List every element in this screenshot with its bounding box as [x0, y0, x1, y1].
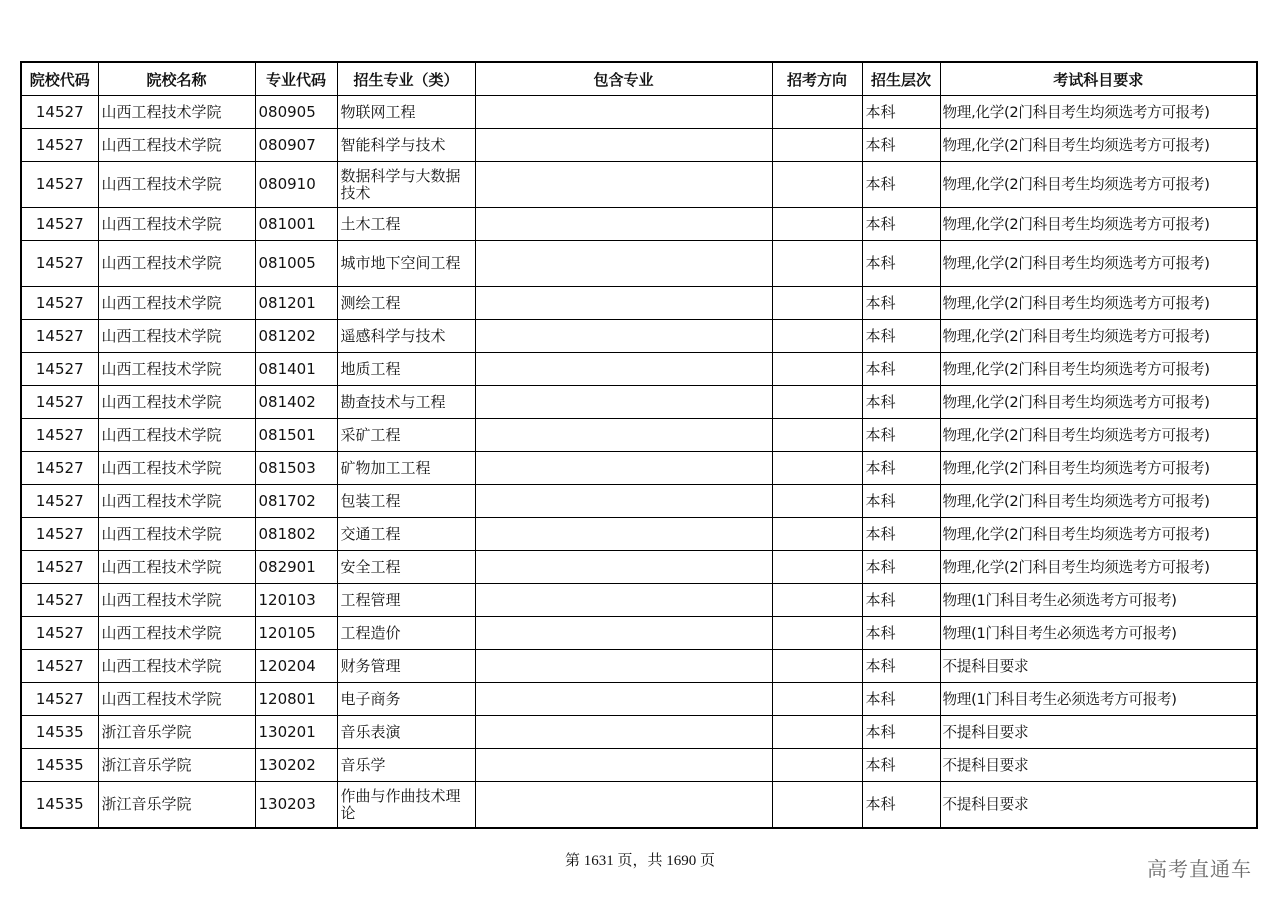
table-row [21, 749, 1257, 782]
cell-level: 本科 [862, 419, 940, 452]
cell-includes [475, 650, 772, 683]
cell-major: 音乐学 [337, 749, 475, 782]
cell-major: 工程管理 [337, 584, 475, 617]
cell-level: 本科 [862, 208, 940, 241]
cell-requirement: 物理,化学(2门科目考生均须选考方可报考) [940, 419, 1257, 452]
cell-school-code: 14535 [21, 782, 98, 829]
cell-major-code: 081802 [255, 518, 337, 551]
table-row [21, 320, 1257, 353]
cell-major-code: 081201 [255, 287, 337, 320]
cell-requirement: 物理,化学(2门科目考生均须选考方可报考) [940, 386, 1257, 419]
cell-direction [772, 683, 862, 716]
cell-direction [772, 716, 862, 749]
cell-major-code: 082901 [255, 551, 337, 584]
cell-level: 本科 [862, 241, 940, 287]
table-row [21, 241, 1257, 287]
cell-includes [475, 320, 772, 353]
cell-school-name: 山西工程技术学院 [98, 208, 255, 241]
cell-school-name: 山西工程技术学院 [98, 650, 255, 683]
cell-major-code: 081005 [255, 241, 337, 287]
cell-school-name: 山西工程技术学院 [98, 353, 255, 386]
cell-level: 本科 [862, 162, 940, 208]
cell-school-code: 14527 [21, 241, 98, 287]
cell-school-code: 14527 [21, 287, 98, 320]
cell-school-code: 14527 [21, 96, 98, 129]
cell-level: 本科 [862, 650, 940, 683]
cell-school-name: 浙江音乐学院 [98, 716, 255, 749]
header-major-code: 专业代码 [255, 62, 337, 96]
table-row [21, 353, 1257, 386]
cell-requirement: 物理,化学(2门科目考生均须选考方可报考) [940, 208, 1257, 241]
table-row [21, 485, 1257, 518]
cell-school-name: 山西工程技术学院 [98, 320, 255, 353]
cell-major-code: 120103 [255, 584, 337, 617]
cell-direction [772, 749, 862, 782]
cell-major-code: 081402 [255, 386, 337, 419]
cell-major: 矿物加工工程 [337, 452, 475, 485]
cell-school-name: 山西工程技术学院 [98, 551, 255, 584]
cell-level: 本科 [862, 452, 940, 485]
cell-includes [475, 353, 772, 386]
cell-requirement: 物理(1门科目考生必须选考方可报考) [940, 584, 1257, 617]
cell-major-code: 081503 [255, 452, 337, 485]
cell-requirement: 物理,化学(2门科目考生均须选考方可报考) [940, 96, 1257, 129]
cell-major-code: 130203 [255, 782, 337, 829]
cell-level: 本科 [862, 353, 940, 386]
header-school-code: 院校代码 [21, 62, 98, 96]
cell-major: 交通工程 [337, 518, 475, 551]
table-row [21, 129, 1257, 162]
header-direction: 招考方向 [772, 62, 862, 96]
cell-direction [772, 320, 862, 353]
cell-requirement: 物理,化学(2门科目考生均须选考方可报考) [940, 162, 1257, 208]
table-row [21, 208, 1257, 241]
cell-requirement: 物理,化学(2门科目考生均须选考方可报考) [940, 320, 1257, 353]
cell-school-name: 山西工程技术学院 [98, 129, 255, 162]
header-row [21, 62, 1257, 96]
cell-school-code: 14527 [21, 683, 98, 716]
cell-major-code: 081501 [255, 419, 337, 452]
cell-major: 作曲与作曲技术理论 [337, 782, 475, 829]
cell-major: 音乐表演 [337, 716, 475, 749]
cell-requirement: 物理,化学(2门科目考生均须选考方可报考) [940, 518, 1257, 551]
cell-major-code: 081001 [255, 208, 337, 241]
cell-includes [475, 96, 772, 129]
cell-requirement: 不提科目要求 [940, 650, 1257, 683]
cell-major-code: 130202 [255, 749, 337, 782]
cell-direction [772, 551, 862, 584]
cell-school-name: 山西工程技术学院 [98, 96, 255, 129]
cell-major-code: 080905 [255, 96, 337, 129]
cell-direction [772, 353, 862, 386]
cell-requirement: 物理,化学(2门科目考生均须选考方可报考) [940, 241, 1257, 287]
cell-requirement: 物理,化学(2门科目考生均须选考方可报考) [940, 129, 1257, 162]
table-row [21, 683, 1257, 716]
table-row [21, 716, 1257, 749]
cell-direction [772, 782, 862, 829]
page-number: 第 1631 页，共 1690 页 [564, 853, 715, 869]
cell-direction [772, 419, 862, 452]
table-row [21, 162, 1257, 208]
table-row [21, 617, 1257, 650]
cell-major: 数据科学与大数据技术 [337, 162, 475, 208]
watermark-logo: 高考直通车 [1147, 857, 1252, 881]
cell-level: 本科 [862, 749, 940, 782]
header-major: 招生专业（类） [337, 62, 475, 96]
cell-level: 本科 [862, 129, 940, 162]
table-row [21, 782, 1257, 829]
table-row [21, 287, 1257, 320]
table-row [21, 518, 1257, 551]
cell-level: 本科 [862, 782, 940, 829]
cell-school-code: 14527 [21, 617, 98, 650]
cell-includes [475, 617, 772, 650]
cell-requirement: 物理,化学(2门科目考生均须选考方可报考) [940, 551, 1257, 584]
cell-level: 本科 [862, 386, 940, 419]
table-row [21, 650, 1257, 683]
cell-major: 包装工程 [337, 485, 475, 518]
cell-requirement: 物理,化学(2门科目考生均须选考方可报考) [940, 287, 1257, 320]
cell-school-code: 14527 [21, 518, 98, 551]
cell-requirement: 物理(1门科目考生必须选考方可报考) [940, 617, 1257, 650]
cell-level: 本科 [862, 320, 940, 353]
cell-school-name: 浙江音乐学院 [98, 782, 255, 829]
cell-major: 智能科学与技术 [337, 129, 475, 162]
cell-major: 测绘工程 [337, 287, 475, 320]
cell-direction [772, 452, 862, 485]
cell-school-code: 14527 [21, 650, 98, 683]
cell-requirement: 不提科目要求 [940, 716, 1257, 749]
cell-major-code: 081202 [255, 320, 337, 353]
table-row [21, 452, 1257, 485]
cell-includes [475, 386, 772, 419]
cell-includes [475, 485, 772, 518]
cell-includes [475, 584, 772, 617]
cell-level: 本科 [862, 584, 940, 617]
cell-direction [772, 650, 862, 683]
cell-school-code: 14527 [21, 129, 98, 162]
cell-school-name: 山西工程技术学院 [98, 386, 255, 419]
cell-level: 本科 [862, 716, 940, 749]
cell-direction [772, 129, 862, 162]
cell-requirement: 物理,化学(2门科目考生均须选考方可报考) [940, 353, 1257, 386]
cell-direction [772, 386, 862, 419]
admissions-table [20, 61, 1258, 829]
cell-includes [475, 716, 772, 749]
cell-school-code: 14527 [21, 452, 98, 485]
cell-major-code: 130201 [255, 716, 337, 749]
cell-major: 城市地下空间工程 [337, 241, 475, 287]
cell-direction [772, 518, 862, 551]
cell-major: 安全工程 [337, 551, 475, 584]
cell-includes [475, 241, 772, 287]
cell-school-name: 山西工程技术学院 [98, 683, 255, 716]
table-row [21, 419, 1257, 452]
cell-major: 电子商务 [337, 683, 475, 716]
cell-major-code: 080910 [255, 162, 337, 208]
cell-includes [475, 518, 772, 551]
cell-direction [772, 584, 862, 617]
header-school-name: 院校名称 [98, 62, 255, 96]
cell-level: 本科 [862, 617, 940, 650]
cell-level: 本科 [862, 485, 940, 518]
cell-direction [772, 287, 862, 320]
cell-school-code: 14527 [21, 485, 98, 518]
cell-includes [475, 419, 772, 452]
cell-major-code: 120204 [255, 650, 337, 683]
cell-major-code: 120105 [255, 617, 337, 650]
cell-direction [772, 241, 862, 287]
cell-includes [475, 208, 772, 241]
cell-requirement: 不提科目要求 [940, 782, 1257, 829]
header-level: 招生层次 [862, 62, 940, 96]
cell-requirement: 不提科目要求 [940, 749, 1257, 782]
cell-school-name: 山西工程技术学院 [98, 419, 255, 452]
header-requirement: 考试科目要求 [940, 62, 1257, 96]
cell-school-name: 山西工程技术学院 [98, 584, 255, 617]
cell-includes [475, 551, 772, 584]
cell-major: 遥感科学与技术 [337, 320, 475, 353]
cell-school-name: 浙江音乐学院 [98, 749, 255, 782]
table-row [21, 386, 1257, 419]
cell-school-code: 14527 [21, 320, 98, 353]
cell-level: 本科 [862, 683, 940, 716]
cell-school-name: 山西工程技术学院 [98, 452, 255, 485]
cell-includes [475, 287, 772, 320]
cell-school-code: 14527 [21, 551, 98, 584]
table-row [21, 584, 1257, 617]
cell-major: 土木工程 [337, 208, 475, 241]
cell-school-name: 山西工程技术学院 [98, 162, 255, 208]
cell-major-code: 120801 [255, 683, 337, 716]
cell-school-code: 14527 [21, 584, 98, 617]
cell-requirement: 物理(1门科目考生必须选考方可报考) [940, 683, 1257, 716]
cell-includes [475, 129, 772, 162]
cell-direction [772, 208, 862, 241]
cell-includes [475, 162, 772, 208]
cell-school-code: 14527 [21, 419, 98, 452]
cell-school-code: 14527 [21, 353, 98, 386]
cell-includes [475, 782, 772, 829]
cell-major-code: 080907 [255, 129, 337, 162]
cell-level: 本科 [862, 96, 940, 129]
cell-direction [772, 485, 862, 518]
cell-school-name: 山西工程技术学院 [98, 287, 255, 320]
cell-requirement: 物理,化学(2门科目考生均须选考方可报考) [940, 485, 1257, 518]
cell-includes [475, 749, 772, 782]
cell-school-code: 14527 [21, 386, 98, 419]
cell-requirement: 物理,化学(2门科目考生均须选考方可报考) [940, 452, 1257, 485]
cell-major: 财务管理 [337, 650, 475, 683]
cell-major: 物联网工程 [337, 96, 475, 129]
cell-school-name: 山西工程技术学院 [98, 485, 255, 518]
cell-level: 本科 [862, 518, 940, 551]
cell-level: 本科 [862, 287, 940, 320]
cell-school-code: 14527 [21, 162, 98, 208]
cell-direction [772, 617, 862, 650]
cell-direction [772, 96, 862, 129]
cell-level: 本科 [862, 551, 940, 584]
table-row [21, 96, 1257, 129]
cell-school-code: 14535 [21, 716, 98, 749]
cell-major: 勘查技术与工程 [337, 386, 475, 419]
cell-school-code: 14535 [21, 749, 98, 782]
cell-major-code: 081401 [255, 353, 337, 386]
cell-direction [772, 162, 862, 208]
cell-includes [475, 683, 772, 716]
cell-major-code: 081702 [255, 485, 337, 518]
cell-major: 工程造价 [337, 617, 475, 650]
cell-major: 地质工程 [337, 353, 475, 386]
cell-school-name: 山西工程技术学院 [98, 617, 255, 650]
cell-major: 采矿工程 [337, 419, 475, 452]
table-row [21, 551, 1257, 584]
cell-school-code: 14527 [21, 208, 98, 241]
cell-includes [475, 452, 772, 485]
header-includes: 包含专业 [475, 62, 772, 96]
cell-school-name: 山西工程技术学院 [98, 518, 255, 551]
cell-school-name: 山西工程技术学院 [98, 241, 255, 287]
